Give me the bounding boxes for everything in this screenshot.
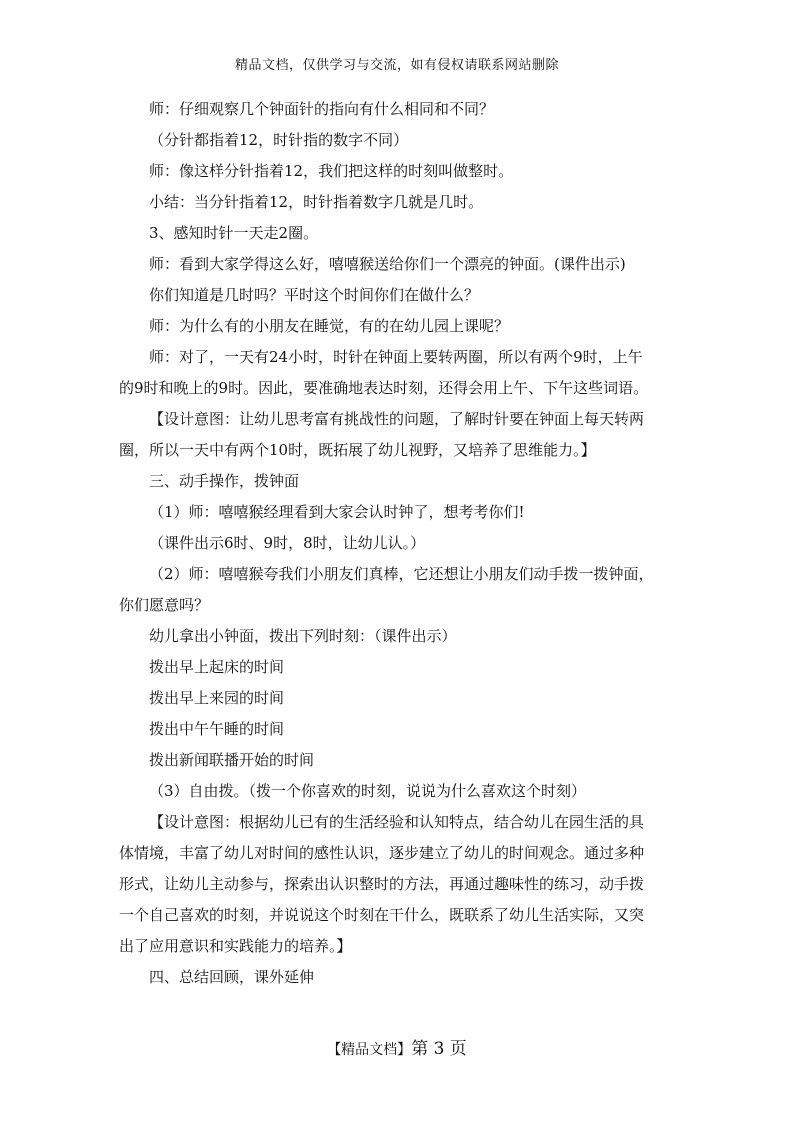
paragraph-continuation: 圈，所以一天中有两个10时，既拓展了幼儿视野，又培养了思维能力。】 <box>119 441 596 459</box>
paragraph: 师：仔细观察几个钟面针的指向有什么相同和不同？ <box>149 100 495 118</box>
list-item: 拨出新闻联播开始的时间 <box>149 751 315 769</box>
paragraph-continuation: 一个自己喜欢的时刻，并说说这个时刻在干什么，既联系了幼儿生活实际，又突 <box>119 906 645 924</box>
paragraph: （3）自由拨。（拨一个你喜欢的时刻，说说为什么喜欢这个时刻） <box>149 782 587 800</box>
section-heading: 三、动手操作，拨钟面 <box>149 472 300 490</box>
paragraph: 你们知道是几时吗？平时这个时间你们在做什么？ <box>149 286 480 304</box>
paragraph-continuation: 形式，让幼儿主动参与，探索出认识整时的方法，再通过趣味性的练习，动手拨 <box>119 875 645 893</box>
paragraph-continuation: 体情境，丰富了幼儿对时间的感性认识，逐步建立了幼儿的时间观念。通过多种 <box>119 844 645 862</box>
paragraph-continuation: 你们愿意吗？ <box>119 596 210 614</box>
paragraph: 师：对了，一天有24小时，时针在钟面上要转两圈，所以有两个9时，上午 <box>149 348 643 366</box>
paragraph: 师：看到大家学得这么好，嘻嘻猴送给你们一个漂亮的钟面。(课件出示) <box>149 255 626 273</box>
list-item: 拨出中午午睡的时间 <box>149 720 285 738</box>
footer-tag: 【精品文档】 <box>327 1042 412 1058</box>
page-number: 第 3 页 <box>411 1039 467 1059</box>
page-header: 精品文档，仅供学习与交流，如有侵权请联系网站删除 <box>234 58 559 73</box>
paragraph: （2）师：嘻嘻猴夸我们小朋友们真棒，它还想让小朋友们动手拨一拨钟面， <box>149 565 654 583</box>
paragraph-continuation: 出了应用意识和实践能力的培养。】 <box>119 937 352 955</box>
paragraph: （分针都指着12，时针指的数字不同） <box>149 131 409 149</box>
page-footer <box>0 1034 794 1059</box>
paragraph: 师：像这样分针指着12，我们把这样的时刻叫做整时。 <box>149 162 514 180</box>
paragraph: 幼儿拿出小钟面，拨出下列时刻：（课件出示） <box>149 627 457 645</box>
paragraph: （1）师：嘻嘻猴经理看到大家会认时钟了，想考考你们! <box>149 503 525 521</box>
list-item: 拨出早上来园的时间 <box>149 689 285 707</box>
paragraph-continuation: 的9时和晚上的9时。因此，要准确地表达时刻，还得会用上午、下午这些词语。 <box>119 379 649 397</box>
paragraph: （课件出示6时、9时，8时，让幼儿认。） <box>149 534 426 552</box>
design-intent-note: 【设计意图：根据幼儿已有的生活经验和认知特点，结合幼儿在园生活的具 <box>149 813 645 831</box>
paragraph: 师：为什么有的小朋友在睡觉，有的在幼儿园上课呢？ <box>149 317 510 335</box>
list-item: 拨出早上起床的时间 <box>149 658 285 676</box>
paragraph: 3、感知时针一天走2圈。 <box>149 224 319 242</box>
section-heading: 四、总结回顾，课外延伸 <box>149 968 315 986</box>
design-intent-note: 【设计意图：让幼儿思考富有挑战性的问题，了解时针要在钟面上每天转两 <box>149 410 645 428</box>
paragraph: 小结：当分针指着12，时针指着数字几就是几时。 <box>149 193 484 211</box>
document-body <box>119 94 685 993</box>
